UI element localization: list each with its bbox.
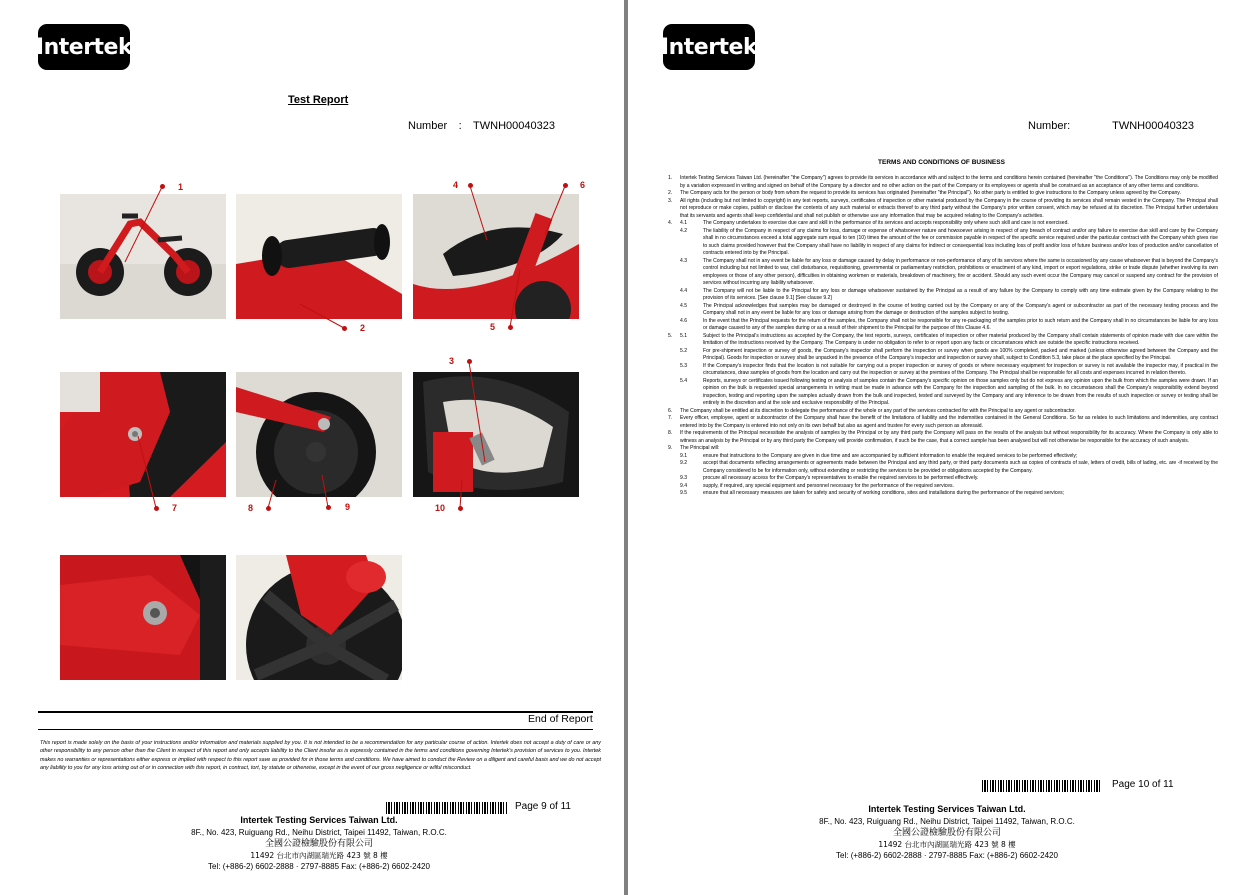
number-value: TWNH00040323 — [1112, 120, 1195, 132]
callout-9: 9 — [345, 502, 351, 512]
callout-4: 4 — [453, 180, 459, 190]
terms-clause — [668, 415, 1218, 430]
photo-seat — [413, 194, 579, 319]
clause-number: 2. — [668, 190, 673, 196]
disclaimer-text: This report is made solely on the basis of your instructions and/or information and materials supplied by you. It is not intended to be a recommendation for any particular course of action. Intertek does not accept a duty of care or any other responsibility to any person other than the Client in respect of this report and only accepts liability to the Client insofar as is expressly contained in the terms and conditions governing Intertek's provision of services to you. Intertek makes no warranties or representations either express or implied with respect to this report save as provided for in those terms and conditions. We have aimed to conduct the Review on a diligent and careful basis and we do not accept any liability to you for any loss arising out of or in connection with this report, in contract, tort, by statute or otherwise, except in the event of our gross negligence or wilful misconduct. — [40, 740, 601, 771]
clause-number: 6. — [668, 407, 673, 414]
photo-handlebar-grip — [236, 194, 402, 319]
number-value: TWNH00040323 — [473, 120, 555, 132]
terms-title: TERMS AND CONDITIONS OF BUSINESS — [878, 159, 1005, 166]
subclause-text: In the event that the Principal requests for the return of the samples, the Company shall not be responsible for any re-packaging of the samples prior to such return and the Company shall in no circumstances be liable for any loss or damage caused to any of the samples during or as a result of their shipment to the Principal for the purpose of this Clause 4.6. — [703, 317, 1218, 331]
callout-dot-5 — [508, 325, 513, 330]
callout-6: 6 — [580, 180, 586, 190]
photo-valve-stem — [413, 372, 579, 497]
subclause-number: 9.4 — [680, 482, 688, 489]
number-separator: : — [458, 120, 462, 132]
terms-subclause — [668, 333, 1218, 348]
footer-company-zh: 全國公證檢驗股份有限公司 — [264, 839, 373, 849]
terms-subclause — [668, 258, 1218, 288]
subclause-number: 9.5 — [680, 490, 688, 496]
clause-text: The Company acts for the person or body from whom the request to provide its services has originated (hereinafter "the Principal"). No other party is entitled to give instructions to the Company unless agreed by the Company. — [680, 190, 1181, 196]
terms-subclause — [668, 378, 1218, 408]
footer-address-zh: 11492 台北市內湖區瑞光路 423 號 8 樓 — [878, 840, 1016, 849]
clause-number: 1. — [668, 175, 673, 181]
callout-8: 8 — [248, 503, 254, 513]
subclause-text: Subject to the Principal's instructions as accepted by the Company, the test reports, surveys, certificates of inspection or other material produced by the Company shall contain statements of opinion made with due care within the limitation of the instructions received by the Company. The Company is under no obligation to refer to or report upon any facts or circumstances which are outside the specific instructions received. — [703, 332, 1218, 346]
subclause-text: ensure that all necessary measures are taken for safety and security of working conditions, sites and installations during the performance of the required services; — [703, 490, 1065, 496]
callout-dot-7 — [154, 506, 159, 511]
page-number: Page 10 of 11 — [1112, 779, 1174, 790]
clause-text: The Company shall be entitled at its discretion to delegate the performance of the whole or any part of the services contracted for with the Principal to any agent or subcontractor. — [680, 407, 1076, 414]
subclause-text: accept that documents reflecting arrangements or agreements made between the Principal and any third party, or third party documents such as copies of contracts of sale, letters of credit, bills of lading, etc. are -if received by the Company considered to be for information only, without extending or restricting the services to be provided or obligations accepted by the Company. — [703, 460, 1218, 474]
company-footer — [758, 803, 1136, 861]
report-page-10 — [628, 0, 1255, 895]
terms-subclause — [668, 220, 1218, 228]
callout-10: 10 — [435, 503, 446, 513]
footer-phone: Tel: (+886-2) 6602-2888 · 2797-8885 Fax: (+886-2) 6602-2420 — [208, 862, 430, 871]
terms-subclause — [668, 228, 1218, 258]
callout-dot-3 — [467, 359, 472, 364]
callout-dot-6 — [563, 183, 568, 188]
report-number — [1028, 120, 1194, 132]
callout-dot-8 — [266, 506, 271, 511]
terms-clause — [668, 198, 1218, 221]
terms-clause — [668, 408, 1218, 416]
footer-company: Intertek Testing Services Taiwan Ltd. — [240, 815, 398, 825]
terms-subclause — [668, 288, 1218, 303]
terms-clause — [668, 445, 1218, 453]
clause-number: 9. — [668, 445, 673, 451]
callout-dot-10 — [458, 506, 463, 511]
disclaimer-rule — [38, 729, 593, 730]
callout-dot-1 — [160, 184, 165, 189]
callout-dot-2 — [342, 326, 347, 331]
subclause-number: 4.5 — [680, 302, 688, 309]
terms-clause — [668, 430, 1218, 445]
terms-subclause — [668, 483, 1218, 491]
callout-dot-9 — [326, 505, 331, 510]
terms-subclause — [668, 475, 1218, 483]
footer-address-zh: 11492 台北市內湖區瑞光路 423 號 8 樓 — [250, 851, 388, 860]
subclause-number: 5.2 — [680, 347, 688, 354]
intertek-logo: Intertek — [663, 24, 755, 70]
photo-fork-bolt — [60, 372, 226, 497]
clause-text: All rights (including but not limited to copyright) in any test reports, surveys, certificates of inspection or other material produced by the Company in the course of providing its services shall remain vested in the Company. The Principal shall not reproduce or make copies, publish or disclose the contents of any such material or extracts thereof to any third party without the Company's prior written consent, which may be refused at its discretion. The Principal further undertakes that its servants and agents shall keep confidential and shall not publish or otherwise use any information that may be acquired relating to the Company's activities. — [680, 197, 1218, 219]
clause-text: If the requirements of the Principal necessitate the analysis of samples by the Principal or by any third party the Company will pass on the results of the analysis but without responsibility for its accuracy. Where the Company is only able to witness an analysis by the Principal or by any third party the Company will provide confirmation, if such be the case, that a correct sample has been analysed but will not otherwise be responsible for the accuracy of such analysis. — [680, 430, 1218, 444]
terms-list — [668, 175, 1218, 498]
number-label: Number — [408, 120, 448, 132]
subclause-text: ensure that instructions to the Company are given in due time and are accompanied by sufficient information to enable the required services to be performed effectively; — [703, 452, 1078, 459]
photo-axle-nut — [60, 555, 226, 680]
subclause-text: If the Company's inspector finds that the location is not suitable for carrying out a proper inspection or survey of goods or where necessary equipment for inspection or survey is not available the inspector may, if practical in the circumstances, draw samples of goods from the location and carry out the inspection or survey at the premises of the Company. The Principal shall be responsible for all costs and expenses incurred in relation thereto. — [703, 362, 1218, 376]
barcode — [386, 802, 507, 814]
photo-hub-spokes — [236, 555, 402, 680]
clause-text: Every officer, employee, agent or subcontractor of the Company shall have the benefit of the limitations of liability and the indemnities contained in the General Conditions. So far as relates to such limitations and indemnities, any contract entered into by the Company is entered into not only on its own behalf but also as agent and trustee for every such person as aforesaid. — [680, 415, 1218, 429]
footer-address: 8F., No. 423, Ruiguang Rd., Neihu District, Taipei 11492, Taiwan, R.O.C. — [819, 817, 1075, 826]
subclause-text: The Principal acknowledges that samples may be damaged or destroyed in the course of testing carried out by the Company or any of the Company's agent or subcontractor as part of the necessary testing process and the Company shall not in any event be liable for any loss or damage arising from the damage or destruction of the samples subject to testing. — [703, 302, 1218, 316]
terms-clause — [668, 190, 1218, 198]
terms-subclause — [668, 303, 1218, 318]
terms-subclause — [668, 363, 1218, 378]
page-number: Page 9 of 11 — [515, 801, 571, 812]
end-of-report: End of Report — [528, 713, 593, 725]
footer-phone: Tel: (+886-2) 6602-2888 · 2797-8885 Fax: (+886-2) 6602-2420 — [836, 851, 1058, 860]
terms-subclause — [668, 490, 1218, 498]
subclause-number: 4.6 — [680, 317, 688, 324]
subclause-number: 5.3 — [680, 362, 688, 369]
terms-subclause — [668, 460, 1218, 475]
subclause-number: 4.1 — [680, 220, 688, 226]
subclause-text: The Company shall not in any event be liable for any loss or damage caused by delay in performance or non-performance of any of its services where the same is occasioned by any cause whatsoever that is beyond the Company's control including but not limited to war, civil disturbance, requisitioning, governmental or parliamentary restriction, prohibitions or enactment of any kind, import or export regulations, strike or trade dispute (whether involving its own employees or those of any other person), difficulties in obtaining workmen or materials, breakdown of machinery, fire or accident. Should any such event occur the Company may cancel or suspend any contract for the provision of services without incurring any liability whatsoever. — [703, 257, 1218, 286]
terms-subclause — [668, 453, 1218, 461]
footer-company-zh: 全國公證檢驗股份有限公司 — [892, 828, 1001, 838]
company-footer — [140, 814, 498, 872]
subclause-number: 9.2 — [680, 460, 688, 466]
callout-dot-4 — [468, 183, 473, 188]
subclause-text: procure all necessary access for the Company's representatives to enable the required services to be performed effectively. — [703, 475, 979, 481]
subclause-number: 4.3 — [680, 257, 688, 264]
report-number — [408, 120, 555, 132]
report-page-9 — [0, 0, 624, 895]
subclause-number: 4.4 — [680, 287, 688, 294]
terms-subclause — [668, 348, 1218, 363]
clause-number: 8. — [668, 430, 673, 436]
subclause-number: 9.3 — [680, 475, 688, 481]
photo-bike-overview — [60, 194, 226, 319]
footer-address: 8F., No. 423, Ruiguang Rd., Neihu District, Taipei 11492, Taiwan, R.O.C. — [191, 828, 447, 837]
subclause-text: The Company will not be liable to the Principal for any loss or damage whatsoever sustained by the Principal as a result of any failure by the Company to comply with any time estimate given by the Company relating to the provision of its services. [See clause 9.1] [See clause 9.2] — [703, 287, 1218, 301]
subclause-number: 5.4 — [680, 377, 688, 384]
callout-2: 2 — [360, 323, 366, 333]
subclause-text: supply, if required, any special equipment and personnel necessary for the performance of the required services. — [703, 482, 954, 489]
barcode — [982, 780, 1100, 792]
terms-clause — [668, 175, 1218, 190]
photo-front-wheel — [236, 372, 402, 497]
intertek-logo: Intertek — [38, 24, 130, 70]
subclause-number: 9.1 — [680, 452, 688, 459]
callout-7: 7 — [172, 503, 178, 513]
subclause-text: The Company undertakes to exercise due care and skill in the performance of its services and accepts responsibility only where such skill and care is not exercised. — [703, 220, 1069, 226]
callout-1: 1 — [178, 182, 184, 192]
clause-number: 5. — [668, 332, 673, 339]
footer-company: Intertek Testing Services Taiwan Ltd. — [868, 804, 1026, 814]
report-title: Test Report — [288, 94, 349, 106]
callout-5: 5 — [490, 322, 496, 332]
subclause-text: The liability of the Company in respect of any claims for loss, damage or expense of whatsoever nature and howsoever arising in respect of any breach of contract and/or any failure to exercise due skill and care by the Company shall in no circumstances exceed a total aggregate sum equal to ten (10) times the amount of the fee or commission payable in respect of the specific service required under the particular contract with the Company which gives rise to such claims provided however that the Company shall have no liability in respect of any claims for indirect or consequential loss including loss of profit and/or loss of future business and/or loss of production and/or cancellation of contracts entered into by the Principal. — [703, 227, 1218, 256]
terms-subclause — [668, 318, 1218, 333]
subclause-number: 5.1 — [680, 332, 688, 339]
subclause-number: 4.2 — [680, 227, 688, 234]
end-rule — [38, 711, 593, 713]
clause-text: The Principal will: — [680, 445, 720, 451]
number-label: Number: — [1028, 120, 1071, 132]
clause-number: 7. — [668, 415, 673, 421]
subclause-text: Reports, surveys or certificates issued following testing or analysis of samples contain the Company's specific opinion on those samples only but do not express any opinion upon the bulk from which the samples were drawn. If an opinion on the bulk is requested special arrangements in writing must be made in advance with the Company for the inspection and sampling of the bulk. In no circumstances shall the Company's responsibility extend beyond inspection, testing and reporting upon the samples actually drawn from the bulk and inspected, tested and surveyed by the Company and any inference to be drawn from the results of such inspection or survey or testing shall be entirely in the discretion and at the sole and exclusive responsibility of the Principal. — [703, 377, 1218, 406]
callout-3: 3 — [449, 356, 455, 366]
clause-number: 4. — [668, 220, 673, 226]
clause-number: 3. — [668, 197, 673, 204]
subclause-text: For pre-shipment inspection or survey of goods, the Company's inspector shall perform the inspection or survey when goods are 100% completed, packed and marked (unless otherwise agreed between the Company and the Principal). Goods for inspection or survey shall be unpacked in the presence of the Company's inspector and inspection or survey shall, subject to Condition 5.3, take place at the place specified by the Principal. — [703, 347, 1218, 361]
clause-text: Intertek Testing Services Taiwan Ltd. (hereinafter "the Company") agrees to provide its services in accordance with and subject to the terms and conditions herein contained (hereinafter "the Conditions"). The Conditions may only be modified by a variation expressed in writing and signed on behalf of the Company by a director and no other action on the part of the Company or its employees or agents shall be construed as an acceptance of any other terms and conditions. — [680, 175, 1218, 189]
